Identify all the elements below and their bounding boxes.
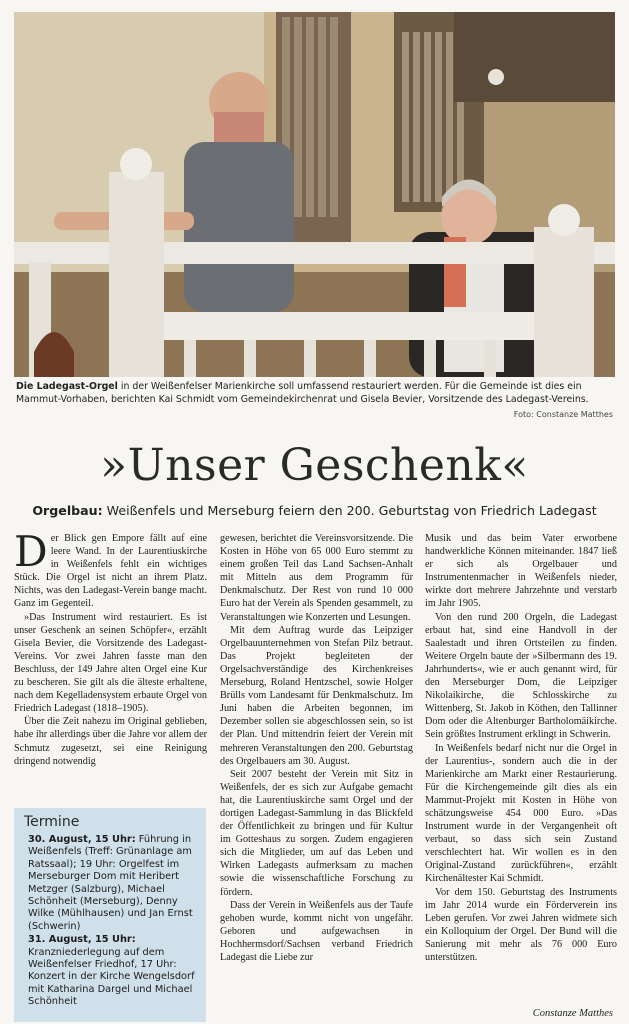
paragraph: »Das Instrument wird restauriert. Es ist unser Geschenk an seinen Schöpfer«, erzählt Gisela Bevier, die Vorsitzende des Ladegast-Vereins. Vor zwei Jahren fasste man den Beschluss, der 149 Jahre alten Orgel eine Kur zu bescheren. Sie gilt als die älteste erhaltene, nach dem Kegelladensystem erbaute Orgel von Friedrich Ladegast (1818–1905). bbox=[14, 611, 207, 715]
termine-item: 31. August, 15 Uhr: Kranzniederlegung auf dem Weißenfelser Friedhof, 17 Uhr: Konzert in der Kirche Wengelsdorf mit Katharina Dargel und Michael Schönheit bbox=[28, 934, 195, 1008]
paragraph: Vor dem 150. Geburtstag des Instruments im Jahr 2014 wurde ein Förderverein ins Leben gerufen. Vor zwei Jahren widmete sich ein Kolloquium der Orgel. Der Bund will die Sanierung mit mehr als 76 000 Euro unterstützen. bbox=[425, 886, 617, 963]
paragraph: In Weißenfels bedarf nicht nur die Orgel in der Laurentius-, sondern auch die in der Marienkirche am Markt einer Restaurierung. Für die Kirchengemeinde gilt dies als ein Mammut-Projekt mit Kosten in Höhe von schätzungsweise 454 000 Euro. »Das Instrument wurde in der Vergangenheit oft verbaut, so dass sich sein Zustand verschlechtert hat. Wir wollen es in den Original-Zustand zurückführen«, erzählt Kirchenältester Kai Schmidt. bbox=[425, 742, 617, 885]
photo-credit: Foto: Constanze Matthes bbox=[513, 410, 613, 419]
photo-illustration bbox=[14, 12, 615, 377]
paragraph: Musik und das beim Vater erworbene handwerkliche Können miteinander. 1847 ließ er sich als Orgelbauer und Instrumentenmacher in Weißenfels nieder, wirkte dort mehrere Jahrzehnte und verstarb im Jahr 1905. bbox=[425, 533, 617, 610]
article-photo bbox=[14, 12, 615, 377]
termine-body bbox=[28, 834, 198, 1009]
subheadline bbox=[0, 503, 629, 518]
subhead-text: Weißenfels und Merseburg feiern den 200. Geburtstag von Friedrich Ladegast bbox=[102, 503, 597, 518]
author-byline: Constanze Matthes bbox=[532, 1008, 613, 1019]
paragraph: gewesen, berichtet die Vereinsvorsitzende. Die Kosten in Höhe von 65 000 Euro stemmt zu einem großen Teil das Land Sachsen-Anhalt mit Mitteln aus dem Programm für Denkmalschutz. Der Rest von rund 10 000 Euro hat der Verein als Spenden gesammelt, zu Veranstaltungen wie Konzerten und Lesungen. bbox=[220, 533, 413, 623]
paragraph: Der Blick gen Empore fällt auf eine leere Wand. In der Laurentiuskirche in Weißenfels fehlt ein wichtiges Stück. Die Orgel ist nicht an ihrem Platz. Nichts, was den Ladegast-Verein bange macht. Ganz im Gegenteil. bbox=[14, 527, 207, 610]
paragraph: Mit dem Auftrag wurde das Leipziger Orgelbauunternehmen von Stefan Pilz betraut. Das Projekt begleiteten der Orgelsachverständige des Kirchenkreises Merseburg, Roland Hentzschel, sowie Holger Brülls vom Landesamt für Denkmalschutz. Im Juni haben die Arbeiten begonnen, im Dezember sollen sie abgeschlossen sein, so ist der Plan. Und mittendrin feiert der Verein mit mehreren Veranstaltungen den 200. Geburtstag des Orgelbauers am 30. August. bbox=[220, 624, 413, 767]
dropcap: D bbox=[14, 527, 48, 576]
paragraph: Dass der Verein in Weißenfels aus der Taufe gehoben wurde, kommt nicht von ungefähr. Geboren und aufgewachsen in Hochhermsdorf/Sachsen verband Friedrich Ladegast die Liebe zur bbox=[220, 899, 413, 963]
article-column-1 bbox=[14, 527, 207, 768]
paragraph: Von den rund 200 Orgeln, die Ladegast erbaut hat, sind eine Handvoll in der Saalestadt und ihren Ortsteilen zu finden. Weitere Orgeln baute der »Silbermann des 19. Jahrhunderts«, wie er auch genannt wird, für den Merseburger Dom, die Leipziger Nikolaikirche, die Schlosskirche zu Wittenberg, St. Jakob in Köthen, den Tallinner Dom oder die Altenburger Bartholomäikirche. Sein größtes Instrument erklingt in Schwerin. bbox=[425, 611, 617, 741]
subhead-lead: Orgelbau: bbox=[32, 503, 103, 518]
caption-text: in der Weißenfelser Marienkirche soll umfassend restauriert werden. Für die Gemeinde ist dies ein Mammut-Vorhaben, berichten Kai Schmidt vom Gemeindekirchenrat und Gisela Bevier, Vorsitzende des Ladegast-Vereins. bbox=[16, 381, 589, 405]
headline: »Unser Geschenk« bbox=[100, 440, 529, 491]
article-column-2 bbox=[220, 532, 413, 964]
termine-heading: Termine bbox=[24, 814, 80, 830]
paragraph: Über die Zeit nahezu im Original geblieben, habe ihr allerdings über die Jahre vor allem der Schmutz zugesetzt, sei eine Reinigung dringend notwendig bbox=[14, 716, 207, 767]
caption-lead: Die Ladegast-Orgel bbox=[16, 381, 118, 392]
photo-caption bbox=[16, 380, 614, 406]
termine-box bbox=[14, 808, 206, 1022]
paragraph: Seit 2007 besteht der Verein mit Sitz in Weißenfels, der es sich zur Aufgabe gemacht hat, die Laurentiuskirche samt Orgel und der dortigen Ladegast-Sammlung in das Blickfeld der Öffentlichkeit zu bringen und für Kultur im Gotteshaus zu sorgen. Zudem engagieren sich die Mitglieder, um auf das Leben und Wirken Ladegasts aufmerksam zu machen sowie die wissenschaftliche Forschung zu fördern. bbox=[220, 768, 413, 898]
termine-item: 30. August, 15 Uhr: Führung in Weißenfels (Treff: Grünanlage am Ratssaal); 19 Uhr: Orgelfest im Merseburger Dom mit Heribert Metzger (Salzburg), Michael Schönheit (Merseburg), Denny Wilke (Mühlhausen) und Jan Ernst (Schwerin) bbox=[28, 834, 193, 932]
article-column-3 bbox=[425, 532, 617, 964]
